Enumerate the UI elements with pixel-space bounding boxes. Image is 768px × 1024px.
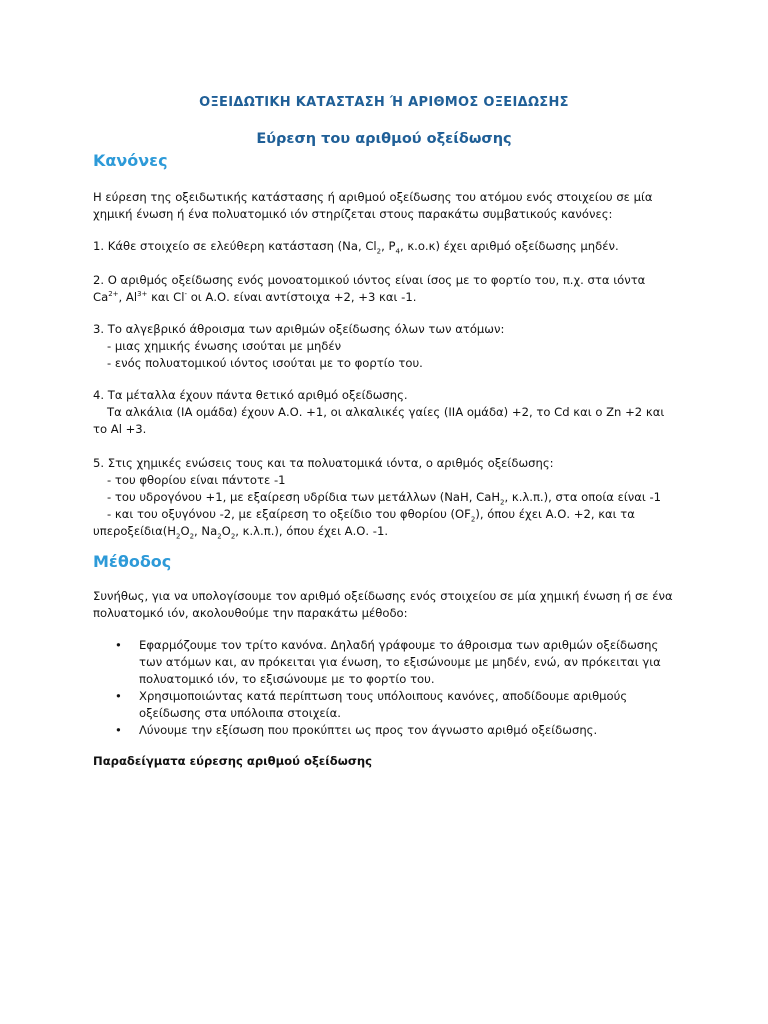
rule-3-line: - μιας χημικής ένωσης ισούται με μηδέν — [107, 339, 342, 353]
document-subtitle: Εύρεση του αριθμού οξείδωσης — [256, 131, 512, 147]
document-title: ΟΞΕΙΔΩΤΙΚΗ ΚΑΤΑΣΤΑΣΗ Ή ΑΡΙΘΜΟΣ ΟΞΕΙΔΩΣΗΣ — [199, 95, 569, 110]
rules-heading: Κανόνες — [93, 151, 168, 170]
rule-4-line: 4. Τα μέταλλα έχουν πάντα θετικό αριθμό οξείδωσης. — [93, 388, 408, 402]
rule-5-line: $\upsilon\pi\varepsilon\rho o\xi\varepsilon ί\delta\iota\alpha(H_2O_2$, $Na_2O_2$, κ.λ.π.), όπου έχει Α.Ο. -1. — [93, 524, 389, 541]
rule-5-line: 5. Στις χημικές ενώσεις τους και τα πολυατομικά ιόντα, ο αριθμός οξείδωσης: — [93, 456, 554, 470]
rule-3-line: - ενός πολυατομικού ιόντος ισούται με το φορτίο του. — [107, 356, 423, 370]
rule-4 — [93, 387, 673, 438]
rule-5-line: - του υδρογόνου +1, με εξαίρεση υδρίδια των μετάλλων (NaH, CaH$_2$, κ.λ.π.), στα οποία είναι -1 — [107, 490, 662, 507]
rule-4-line: Τα αλκάλια (ΙΑ ομάδα) έχουν Α.Ο. +1, οι αλκαλικές γαίες (ΙΙΑ ομάδα) +2, το Cd και ο Zn +2 και το Al +3. — [93, 405, 665, 436]
method-heading: Μέθοδος — [93, 552, 172, 571]
rule-3 — [93, 321, 673, 372]
rule-5-line: - του φθορίου είναι πάντοτε -1 — [107, 473, 286, 487]
method-intro: Συνήθως, για να υπολογίσουμε τον αριθμό οξείδωσης ενός στοιχείου σε μία χημική ένωση ή σε ένα πολυατομκό ιόν, ακολουθούμε την παρακάτω μέθοδο: — [93, 589, 673, 620]
bullet-icon: • — [115, 638, 122, 652]
bullet-icon: • — [115, 723, 122, 737]
rule-1: 1. Κάθε στοιχείο σε ελεύθερη κατάσταση (Na, $Cl_2$, $P_4$, κ.ο.κ) έχει αριθμό οξείδωσης μηδέν. — [93, 239, 619, 256]
rule-2: 2. Ο αριθμός οξείδωσης ενός μονοατομικού ιόντος είναι ίσος με το φορτίο του, π.χ. στα ιόντα $Ca^{2+}$, $Al^{3+}$ και Cl- οι Α.Ο. είναι αντίστοιχα +2, +3 και -1. — [93, 273, 646, 304]
rule-5 — [93, 455, 673, 540]
intro-paragraph: Η εύρεση της οξειδωτικής κατάστασης ή αριθμού οξείδωσης του ατόμου ενός στοιχείου σε μία χημική ένωση ή ένα πολυατομικό ιόν στηρίζεται στους παρακάτω συμβατικούς κανόνες: — [93, 190, 653, 221]
bullet-icon: • — [115, 689, 122, 703]
method-steps-list — [93, 637, 673, 739]
rule-3-line: 3. Το αλγεβρικό άθροισμα των αριθμών οξείδωσης όλων των ατόμων: — [93, 322, 505, 336]
list-item: • Εφαρμόζουμε τον τρίτο κανόνα. Δηλαδή γράφουμε το άθροισμα των αριθμών οξείδωσης των ατόμων και, αν πρόκειται για ένωση, το εξισώνουμε με μηδέν, ενώ, αν πρόκειται για πολυατομικό ιόν, το εξισώνουμε με το φορτίο του. — [115, 638, 661, 686]
list-item: • Χρησιμοποιώντας κατά περίπτωση τους υπόλοιπους κανόνες, αποδίδουμε αριθμούς οξείδωσης στα υπόλοιπα στοιχεία. — [115, 689, 628, 720]
examples-heading: Παραδείγματα εύρεσης αριθμού οξείδωσης — [93, 754, 372, 768]
list-item: • Λύνουμε την εξίσωση που προκύπτει ως προς τον άγνωστο αριθμό οξείδωσης. — [115, 723, 598, 737]
rule-5-line: - και του οξυγόνου -2, με εξαίρεση το οξείδιο του φθορίου $(OF_2)$, όπου έχει Α.Ο. +2, και τα — [107, 507, 635, 524]
